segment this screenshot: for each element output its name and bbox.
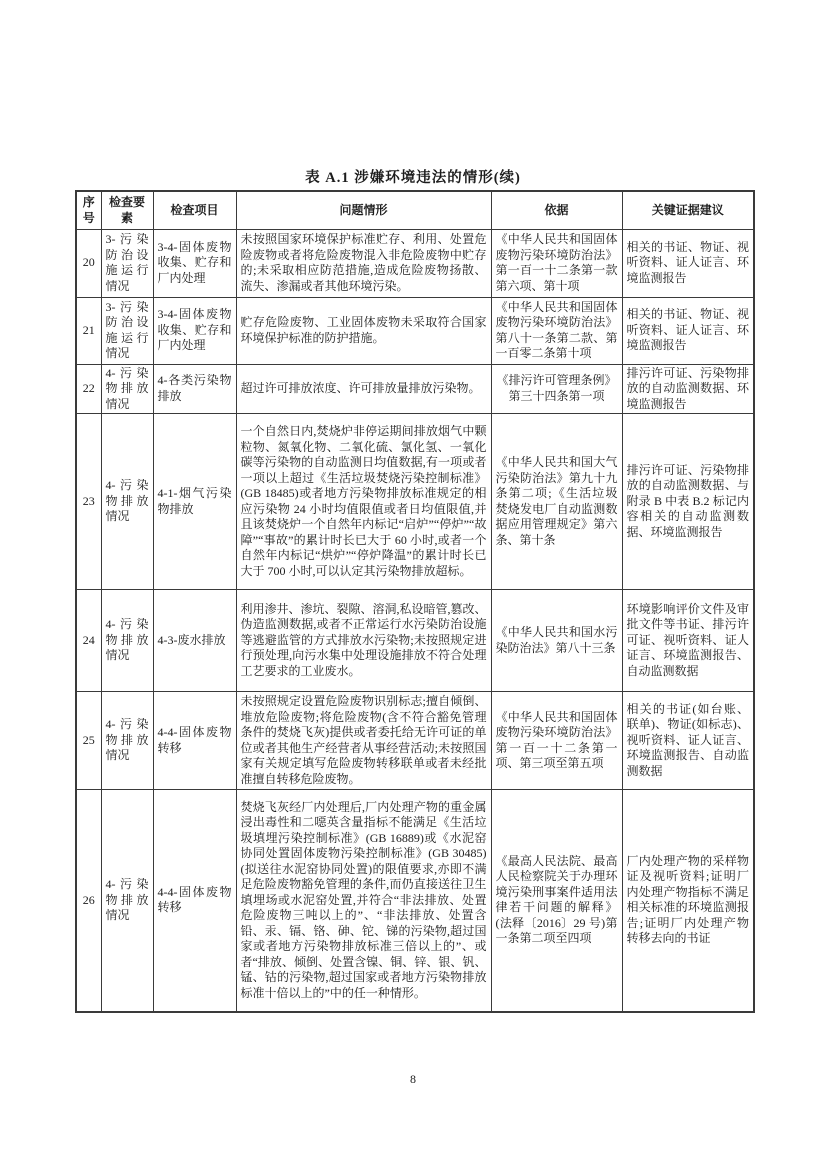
table-cell: 《中华人民共和国固体废物污染环境防治法》第一百一十二条第一款第六项、第十项 [491, 229, 622, 297]
table-cell: 焚烧飞灰经厂内处理后,厂内处理产物的重金属浸出毒性和二噁英含量指标不能满足《生活垃圾填埋污染控制标准》(GB 16889)或《水泥窑协同处置固体废物污染控制标准》(GB 30485)(拟送往水泥窑协同处置)的限值要求,亦即不满足危险废物豁免管理的条件,而仍直接送往卫生填埋场或水泥窑处置,并符合“非法排放、处置危险废物三吨以上的”、“非法排放、处置含铅、汞、镉、铬、砷、铊、锑的污染物,超过国家或者地方污染物排放标准三倍以上的”、或者“排放、倾倒、处置含镍、铜、锌、银、钒、锰、钴的污染物,超过国家或者地方污染物排放标准十倍以上的”中的任一种情形。 [236, 790, 491, 1012]
header-cell: 问题情形 [236, 191, 491, 229]
table-cell: 《中华人民共和国水污染防治法》第八十三条 [491, 590, 622, 692]
table-cell: 4-各类污染物排放 [153, 364, 236, 414]
table-cell: 厂内处理产物的采样物证及视听资料;证明厂内处理产物指标不满足相关标准的环境监测报告;证明厂内处理产物转移去向的书证 [622, 790, 754, 1012]
table-row [76, 790, 754, 1012]
table-cell: 排污许可证、污染物排放的自动监测数据、与附录 B 中表 B.2 标记内容相关的自动监测数据、环境监测报告 [622, 414, 754, 590]
header-cell: 检查项目 [153, 191, 236, 229]
table-cell: 3-4-固体废物收集、贮存和厂内处理 [153, 297, 236, 364]
table-body [76, 229, 754, 1012]
header-cell: 序号 [76, 191, 101, 229]
table-cell: 未按照规定设置危险废物识别标志;擅自倾倒、堆放危险废物;将危险废物(含不符合豁免管理条件的焚烧飞灰)提供或者委托给无许可证的单位或者其他生产经营者从事经营活动;未按照国家有关规定填写危险废物转移联单或者未经批准擅自转移危险废物。 [236, 692, 491, 790]
table-header [76, 191, 754, 229]
table-cell: 20 [76, 229, 101, 297]
table-row [76, 297, 754, 364]
table-row [76, 692, 754, 790]
table-cell: 4-3-废水排放 [153, 590, 236, 692]
table-cell: 4-4-固体废物转移 [153, 790, 236, 1012]
table-row [76, 229, 754, 297]
table-cell: 超过许可排放浓度、许可排放量排放污染物。 [236, 364, 491, 414]
table-cell: 相关的书证(如台账、联单)、物证(如标志)、视听资料、证人证言、环境监测报告、自动监测数据 [622, 692, 754, 790]
table-cell: 4-污染物排放情况 [101, 590, 153, 692]
table-cell: 3-污染防治设施运行情况 [101, 229, 153, 297]
table-cell: 相关的书证、物证、视听资料、证人证言、环境监测报告 [622, 297, 754, 364]
table-cell: 4-污染物排放情况 [101, 790, 153, 1012]
table-cell: 《最高人民法院、最高人民检察院关于办理环境污染刑事案件适用法律若干问题的解释》(法释〔2016〕29 号)第一条第二项至四项 [491, 790, 622, 1012]
table-cell: 4-4-固体废物转移 [153, 692, 236, 790]
header-cell: 关键证据建议 [622, 191, 754, 229]
table-cell: 3-污染防治设施运行情况 [101, 297, 153, 364]
table-title: 表 A.1 涉嫌环境违法的情形(续) [305, 170, 521, 186]
table-cell: 《中华人民共和国固体废物污染环境防治法》第一百一十二条第一项、第三项至第五项 [491, 692, 622, 790]
table-cell: 25 [76, 692, 101, 790]
table-cell: 利用渗井、渗坑、裂隙、溶洞,私设暗管,篡改、伪造监测数据,或者不正常运行水污染防治设施等逃避监管的方式排放水污染物;未按照规定进行预处理,向污水集中处理设施排放不符合处理工艺要求的工业废水。 [236, 590, 491, 692]
table-cell: 环境影响评价文件及审批文件等书证、排污许可证、视听资料、证人证言、环境监测报告、自动监测数据 [622, 590, 754, 692]
table-cell: 4-污染物排放情况 [101, 414, 153, 590]
table-cell: 3-4-固体废物收集、贮存和厂内处理 [153, 229, 236, 297]
page-number: 8 [410, 1072, 416, 1086]
table-row [76, 590, 754, 692]
table-cell: 贮存危险废物、工业固体废物未采取符合国家环境保护标准的防护措施。 [236, 297, 491, 364]
table-cell: 4-污染物排放情况 [101, 364, 153, 414]
table-row [76, 364, 754, 414]
header-row [76, 191, 754, 229]
table-cell: 《中华人民共和国固体废物污染环境防治法》第八十一条第二款、第一百零二条第十项 [491, 297, 622, 364]
table-cell: 23 [76, 414, 101, 590]
violations-table [75, 190, 755, 1013]
table-cell: 《排污许可管理条例》第三十四条第一项 [491, 364, 622, 414]
header-cell: 检查要素 [101, 191, 153, 229]
table-row [76, 414, 754, 590]
table-cell: 未按照国家环境保护标准贮存、利用、处置危险废物或者将危险废物混入非危险废物中贮存的;未采取相应防范措施,造成危险废物扬散、流失、渗漏或者其他环境污染。 [236, 229, 491, 297]
table-cell: 《中华人民共和国大气污染防治法》第九十九条第二项;《生活垃圾焚烧发电厂自动监测数据应用管理规定》第六条、第十条 [491, 414, 622, 590]
header-cell: 依据 [491, 191, 622, 229]
table-cell: 4-污染物排放情况 [101, 692, 153, 790]
table-cell: 24 [76, 590, 101, 692]
table-cell: 相关的书证、物证、视听资料、证人证言、环境监测报告 [622, 229, 754, 297]
table-cell: 26 [76, 790, 101, 1012]
table-cell: 排污许可证、污染物排放的自动监测数据、环境监测报告 [622, 364, 754, 414]
table-cell: 21 [76, 297, 101, 364]
table-cell: 4-1-烟气污染物排放 [153, 414, 236, 590]
table-cell: 22 [76, 364, 101, 414]
table-cell: 一个自然日内,焚烧炉非停运期间排放烟气中颗粒物、氮氧化物、二氧化硫、氯化氢、一氧化碳等污染物的自动监测日均值数据,有一项或者一项以上超过《生活垃圾焚烧污染控制标准》(GB 18485)或者地方污染物排放标准规定的相应污染物 24 小时均值限值或者日均值限值,并且该焚烧炉一个自然年内标记“启炉”“停炉”“故障”“事故”的累计时长已大于 60 小时,或者一个自然年内标记“烘炉”“停炉降温”的累计时长已大于 700 小时,可以认定其污染物排放超标。 [236, 414, 491, 590]
